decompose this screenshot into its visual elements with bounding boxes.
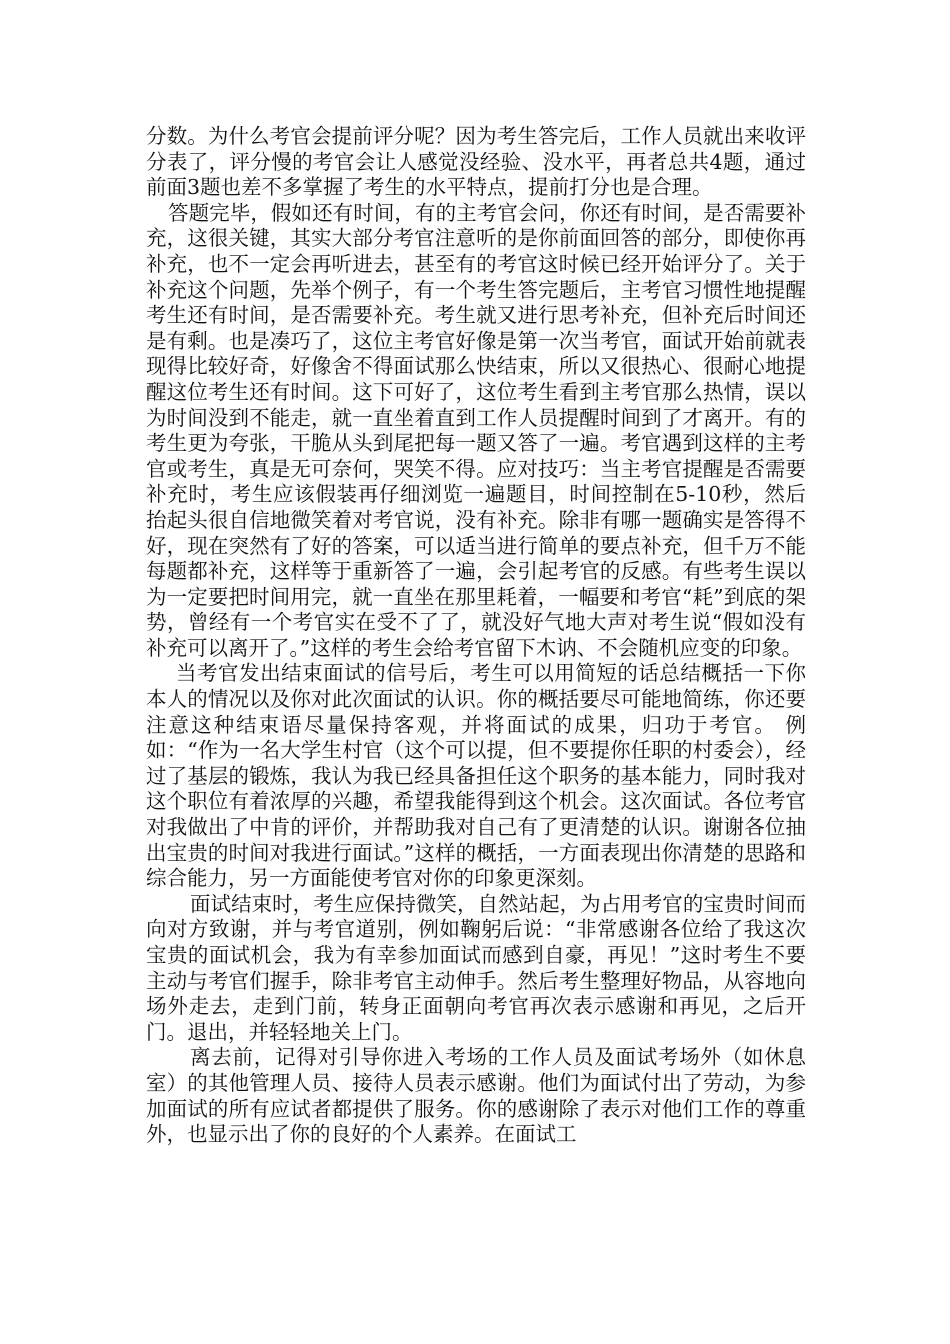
paragraph-4: 面试结束时，考生应保持微笑，自然站起，为占用考官的宝贵时间而向对方致谢，并与考官道别，例如鞠躬后说：“非常感谢各位给了我这次宝贵的面试机会，我为有幸参加面试而感到自豪，再见！”这时考生不要主动与考官们握手，除非考官主动伸手。然后考生整理好物品，从容地向场外走去，走到门前，转身正面朝向考官再次表示感谢和再见，之后开门。退出，并轻轻地关上门。 bbox=[146, 891, 806, 1044]
paragraph-1: 分数。为什么考官会提前评分呢？因为考生答完后，工作人员就出来收评分表了，评分慢的考官会让人感觉没经验、没水平，再者总共4题，通过前面3题也差不多掌握了考生的水平特点，提前打分也是合理。 bbox=[146, 124, 806, 200]
paragraph-5: 离去前，记得对引导你进入考场的工作人员及面试考场外（如休息室）的其他管理人员、接待人员表示感谢。他们为面试付出了劳动，为参加面试的所有应试者都提供了服务。你的感谢除了表示对他们工作的尊重外，也显示出了你的良好的个人素养。在面试工 bbox=[146, 1045, 806, 1147]
document-body bbox=[146, 124, 806, 1148]
paragraph-2: 答题完毕，假如还有时间，有的主考官会问，你还有时间，是否需要补充，这很关键，其实大部分考官注意听的是你前面回答的部分，即使你再补充，也不一定会再听进去，甚至有的考官这时候已经开始评分了。关于补充这个问题，先举个例子，有一个考生答完题后，主考官习惯性地提醒考生还有时间，是否需要补充。考生就又进行思考补充，但补充后时间还是有剩。也是凑巧了，这位主考官好像是第一次当考官，面试开始前就表现得比较好奇，好像舍不得面试那么快结束，所以又很热心、很耐心地提醒这位考生还有时间。这下可好了，这位考生看到主考官那么热情，误以为时间没到不能走，就一直坐着直到工作人员提醒时间到了才离开。有的考生更为夸张，干脆从头到尾把每一题又答了一遍。考官遇到这样的主考官或考生，真是无可奈何，哭笑不得。应对技巧：当主考官提醒是否需要补充时，考生应该假装再仔细浏览一遍题目，时间控制在5-10秒，然后抬起头很自信地微笑着对考官说，没有补充。除非有哪一题确实是答得不好，现在突然有了好的答案，可以适当进行简单的要点补充，但千万不能每题都补充，这样等于重新答了一遍，会引起考官的反感。有些考生误以为一定要把时间用完，就一直坐在那里耗着，一幅要和考官“耗”到底的架势，曾经有一个考官实在受不了了，就没好气地大声对考生说“假如没有补充可以离开了。”这样的考生会给考官留下木讷、不会随机应变的印象。 bbox=[146, 200, 806, 660]
paragraph-3: 当考官发出结束面试的信号后，考生可以用简短的话总结概括一下你本人的情况以及你对此次面试的认识。你的概括要尽可能地简练，你还要注意这种结束语尽量保持客观，并将面试的成果，归功于考官。 例如：“作为一名大学生村官（这个可以提，但不要提你任职的村委会），经过了基层的锻炼，我认为我已经具备担任这个职务的基本能力，同时我对这个职位有着浓厚的兴趣，希望我能得到这个机会。这次面试。各位考官对我做出了中肯的评价，并帮助我对自己有了更清楚的认识。谢谢各位抽出宝贵的时间对我进行面试。”这样的概括，一方面表现出你清楚的思路和综合能力，另一方面能使考官对你的印象更深刻。 bbox=[146, 661, 806, 891]
